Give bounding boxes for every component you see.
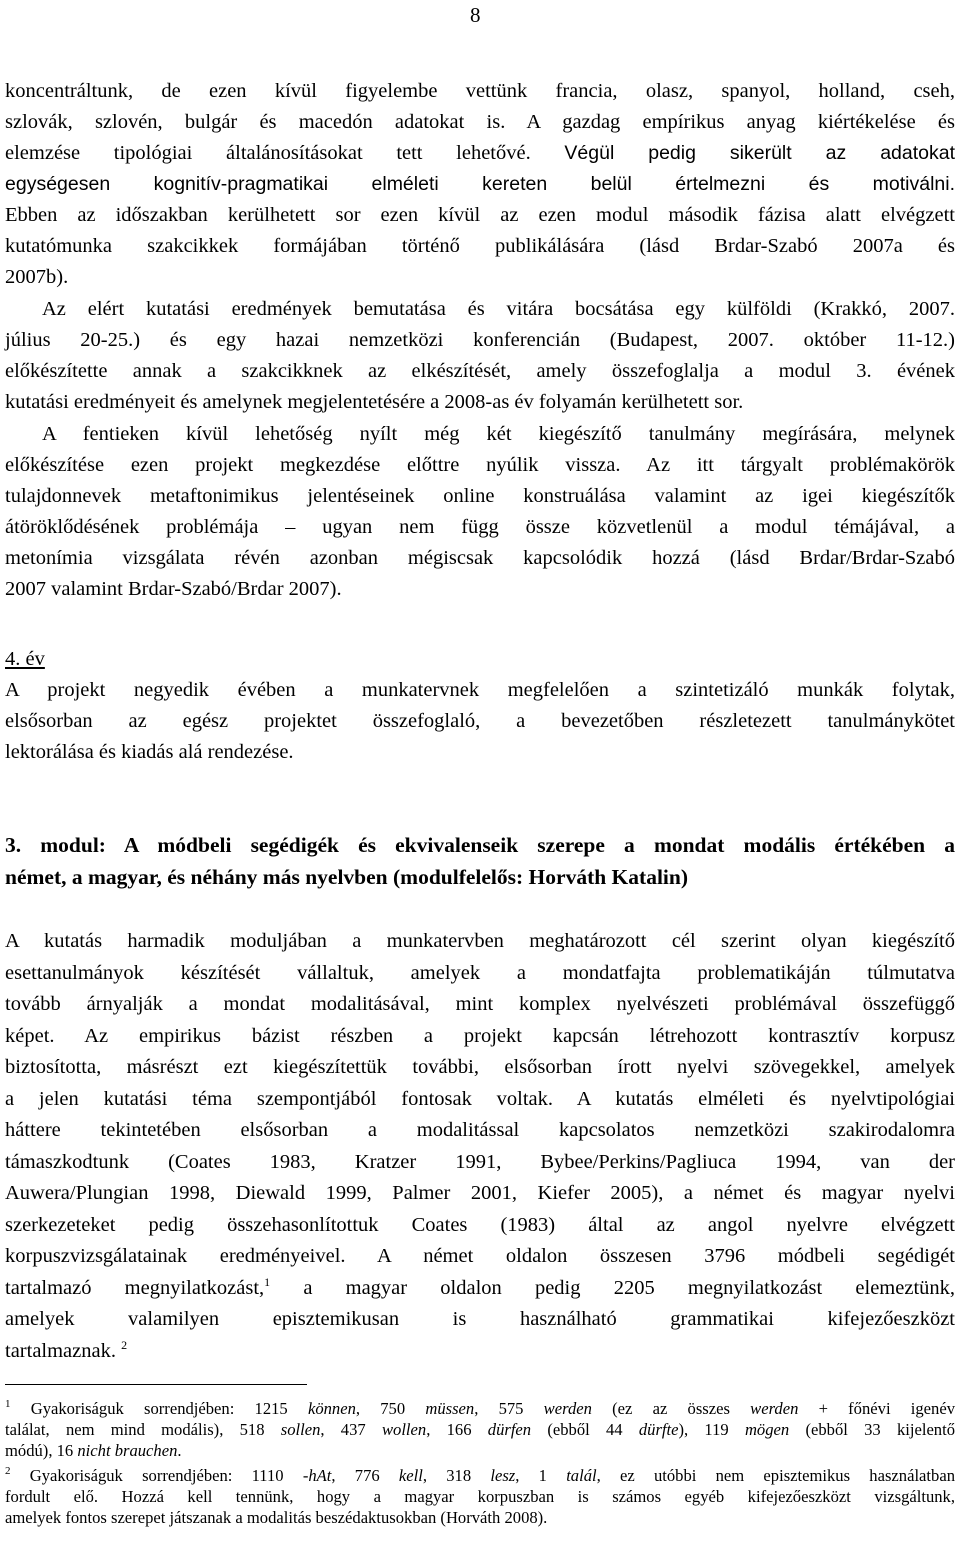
footnote-line [5,1398,955,1420]
fn-seg: , 575 [474,1399,544,1418]
text-span: tartalmazó megnyilatkozást, [5,1276,265,1299]
fn-seg-italic: müssen [425,1399,475,1418]
text-line [5,1272,955,1304]
text-line: szerkezeteket pedig összehasonlítottuk Coates (1983) által az angol nyelvre elvégzett [5,1213,955,1236]
fn-seg: (ebből 44 [531,1420,639,1439]
footnote-line: amelyek fontos szerepet játszanak a modalitás beszédaktusokban (Horváth 2008). [5,1508,548,1527]
fn-seg-italic: sollen [280,1420,321,1439]
heading-line: német, a magyar, és néhány más nyelvben (modulfelelős: Horváth Katalin) [5,865,689,889]
fn-seg-italic: lesz [490,1466,516,1485]
footnote-line [5,1440,955,1462]
text-line: 2007 valamint Brdar-Szabó/Brdar 2007). [5,578,342,600]
text-line: tulajdonnevek metaftonimikus jelentéseinek online konstruálása valamint az igei kiegészítők [5,485,955,507]
footnote-mark: 1 [5,1398,11,1410]
text-line: elsősorban az egész projektet összefoglaló, a bevezetőben részletezett tanulmánykötet [5,710,955,732]
section-heading [5,643,955,675]
fn-seg-italic: dürfte [638,1420,679,1439]
footnote-mark: 2 [5,1465,11,1477]
fn-seg: , ez utóbbi nem episztemikus használatban [596,1466,955,1485]
text-span: elemzése tipológiai általánosításokat tett lehetővé. [5,142,531,164]
fn-seg: , 166 [426,1420,488,1439]
fn-seg-italic: -hAt [302,1466,332,1485]
footnote-line: fordult elő. Hozzá kell tennünk, hogy a magyar korpuszban is számos egyéb kifejezőeszközt vizsgáltunk, [5,1487,955,1506]
text-line: egységesen kognitív-pragmatikai elméleti kereten belül értelmezni és motiválni. [5,173,955,195]
year-heading: 4. év [5,648,45,670]
text-line: metonímia vizsgálata révén azonban mégiscsak kapcsolódik hozzá (lásd Brdar/Brdar-Szabó [5,547,955,569]
footnote-separator [5,1384,307,1385]
fn-seg: , 1 [515,1466,567,1485]
footnote-ref-1[interactable]: 1 [264,1274,271,1289]
text-line: képet. Az empirikus bázist részben a projekt kapcsán létrehozott kontrasztív korpusz [5,1024,955,1047]
fn-seg: találat, nem mind modális), 518 [5,1420,281,1439]
fn-seg: , 776 [331,1466,399,1485]
fn-seg: . [177,1441,182,1460]
text-span: tartalmaznak. [5,1339,116,1362]
fn-seg-italic: dürfen [487,1420,532,1439]
text-line: 2007b). [5,266,69,288]
text-line: A fentieken kívül lehetőség nyílt még két kiegészítő tanulmány megírására, melynek [42,423,955,445]
text-line: amelyek valamilyen episztemikusan is használható grammatikai kifejezőeszközt [5,1308,955,1330]
text-line: előkészítette annak a szakcikknek az elkészítését, amely összefoglalja a modul 3. évének [5,360,955,382]
heading-line: 3. modul: A módbeli segédigék és ekvivalenseik szerepe a mondat modális értékében a [5,833,955,857]
text-line [5,1335,955,1367]
fn-seg: ), 119 [678,1420,745,1439]
text-line: esettanulmányok készítését vállaltuk, amelyek a mondatfajta problematikáján túlmutatva [5,961,955,984]
fn-seg: (ebből 33 kijelentő [789,1420,956,1439]
text-line: korpuszvizsgálatainak eredményeivel. A német oldalon összesen 3796 módbeli segédigét [5,1245,955,1267]
footnote-line [5,1419,955,1441]
fn-seg: , 437 [320,1420,382,1439]
text-line: Az elért kutatási eredmények bemutatása és vitára bocsátása egy külföldi (Krakkó, 2007. [42,298,955,320]
text-line: Ebben az időszakban kerülhetett sor ezen kívül az ezen modul második fázisa alatt elvégzett [5,204,955,226]
fn-seg: (ez az összes [591,1399,751,1418]
page-number: 8 [470,3,481,27]
footnote-line [5,1465,955,1487]
text-line: a jelen kutatási téma szempontjából fontosak voltak. A kutatás elméleti és nyelvtipológiai [5,1087,955,1110]
text-line: koncentráltunk, de ezen kívül figyelembe vettünk francia, olasz, spanyol, holland, cseh, [5,80,955,102]
fn-seg: Gyakoriságuk sorrendjében: 1215 [30,1399,308,1418]
fn-seg-italic: kell [398,1466,423,1485]
text-line: szlovák, szlovén, bulgár és macedón adatokat is. A gazdag empírikus anyag kiértékelése és [5,111,955,133]
fn-seg-italic: können [307,1399,356,1418]
text-line: lektorálása és kiadás alá rendezése. [5,741,294,763]
text-line: biztosította, másrészt ezt kiegészítettük további, elsősorban írott nyelvi szövegekkel, amelyek [5,1056,955,1078]
fn-seg-italic: wollen [381,1420,427,1439]
fn-seg: + főnévi igenév [798,1399,955,1418]
fn-seg: , 750 [355,1399,426,1418]
text-span-sans: Végül pedig sikerült az adatokat [564,142,956,164]
text-line: kutatómunka szakcikkek formájában történő publikálására (lásd Brdar-Szabó 2007a és [5,235,955,257]
text-line: átöröklődésének problémája – ugyan nem függ össze közvetlenül a modul témájával, a [5,516,955,538]
fn-seg-italic: nicht brauchen [77,1441,178,1460]
text-line: A projekt negyedik évében a munkatervnek megfelelően a szintetizáló munkák folytak, [5,679,955,701]
text-line: július 20-25.) és egy hazai nemzetközi konferencián (Budapest, 2007. október 11-12.) [5,329,955,351]
text-line: A kutatás harmadik moduljában a munkatervben meghatározott cél szerint olyan kiegészítő [5,930,955,952]
fn-seg: Gyakoriságuk sorrendjében: 1110 [29,1466,303,1485]
text-line: támaszkodtunk (Coates 1983, Kratzer 1991, Bybee/Perkins/Pagliuca 1994, van der [5,1150,955,1173]
fn-seg-italic: mögen [744,1420,790,1439]
text-line: előkészítése ezen projekt megkezdése előttre nyúlik vissza. Az itt tárgyalt problémakörök [5,454,955,476]
fn-seg: módú), 16 [5,1441,78,1460]
fn-seg-italic: talál [566,1466,597,1485]
fn-seg-italic: werden [543,1399,592,1418]
text-span: a magyar oldalon pedig 2205 megnyilatkozást elemeztünk, [303,1276,956,1299]
footnote-ref-2[interactable]: 2 [121,1337,128,1352]
fn-seg-italic: werden [750,1399,799,1418]
text-line: Auwera/Plungian 1998, Diewald 1999, Palmer 2001, Kiefer 2005), a német és magyar nyelvi [5,1182,955,1204]
text-line: tovább árnyalják a mondat modalitásával, mint komplex nyelvészeti problémával összefüggő [5,993,955,1015]
text-line: háttere tekintetében elsősorban a modalitással kapcsolatos nemzetközi szakirodalomra [5,1119,955,1141]
text-line [5,137,955,169]
text-line: kutatási eredményeit és amelynek megjelentetésére a 2008-as év folyamán kerülhetett sor. [5,391,744,413]
fn-seg: , 318 [422,1466,491,1485]
